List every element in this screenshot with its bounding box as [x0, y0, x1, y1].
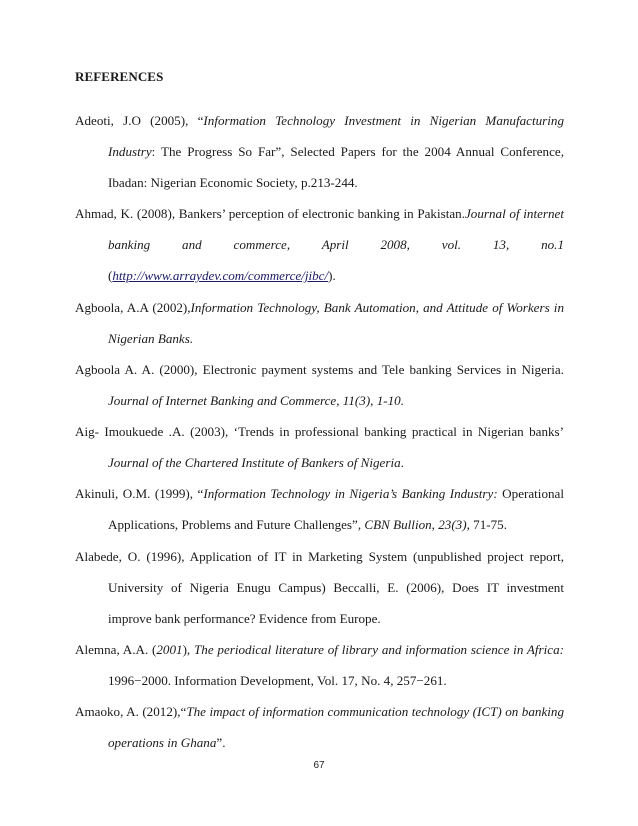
- reference-author: Alemna, A.A. (: [75, 642, 157, 658]
- reference-title: Information Technology Investment in Nigerian Manufacturing Industry: [108, 113, 564, 159]
- reference-journal: Journal of Internet Banking and Commerce, 11(3), 1-10.: [108, 392, 405, 408]
- reference-author: Akinuli, O.M. (1999), “: [75, 486, 204, 502]
- reference-paren-open: (: [108, 268, 113, 284]
- reference-entry: [75, 541, 564, 634]
- reference-author: Alabede, O. (1996), Application of IT in Marketing System (unpublished project report, University of Nigeria Enugu Campus) Beccalli, E. (2006), Does IT investment improve bank performance? Evidence from Europe.: [75, 548, 564, 626]
- reference-author: Ahmad, K. (2008), Bankers’ perception of electronic banking in Pakistan.: [75, 206, 465, 222]
- reference-details: ”.: [216, 735, 226, 751]
- reference-details: 1996−2000. Information Development, Vol. 17, No. 4, 257−261.: [108, 673, 447, 689]
- reference-year-close: ),: [182, 642, 194, 658]
- reference-author: Adeoti, J.O (2005), “: [75, 113, 204, 128]
- reference-author: Agboola, A.A (2002),: [75, 299, 191, 315]
- reference-entry: [75, 198, 564, 291]
- reference-url-link[interactable]: http://www.arraydev.com/commerce/jibc/: [112, 268, 329, 284]
- reference-title: The periodical literature of library and information science in Africa:: [193, 642, 564, 658]
- reference-details: : The Progress So Far”, Selected Papers for the 2004 Annual Conference, Ibadan: Nigerian Economic Society, p.213-244.: [108, 144, 564, 190]
- reference-author: Agboola A. A. (2000), Electronic payment systems and Tele banking Services in Nigeria.: [75, 361, 564, 377]
- reference-title: Information Technology, Bank Automation, and Attitude of Workers in Nigerian Banks.: [108, 299, 564, 346]
- reference-entry: [75, 634, 564, 696]
- reference-entry: [75, 354, 564, 416]
- reference-title: Information Technology in Nigeria’s Banking Industry:: [203, 486, 498, 502]
- reference-pages: 71-75.: [469, 517, 507, 533]
- reference-journal: CBN Bullion, 23(3),: [364, 517, 470, 533]
- references-heading: REFERENCES: [75, 69, 164, 84]
- reference-author: Aig- Imoukuede .A. (2003), ‘Trends in professional banking practical in Nigerian banks’: [75, 424, 564, 440]
- reference-entry: [75, 696, 564, 758]
- reference-entry: [75, 292, 564, 354]
- reference-year: 2001: [156, 642, 183, 658]
- references-list: [75, 105, 564, 758]
- reference-journal: Journal of the Chartered Institute of Bankers of Nigeria: [108, 455, 401, 471]
- reference-details: .: [400, 455, 404, 471]
- page-number: 67: [313, 760, 325, 771]
- reference-journal: Journal of internet banking and commerce, April 2008, vol. 13, no.1: [108, 206, 564, 253]
- reference-title: The impact of information communication technology (ICT) on banking operations in Ghana: [108, 704, 564, 751]
- reference-entry: [75, 478, 564, 540]
- reference-entry: [75, 416, 564, 478]
- reference-paren-close: ).: [328, 268, 336, 284]
- reference-entry: [75, 105, 564, 198]
- reference-author: Amaoko, A. (2012),“: [75, 704, 187, 720]
- reference-details: Operational Applications, Problems and Future Challenges”,: [108, 486, 564, 533]
